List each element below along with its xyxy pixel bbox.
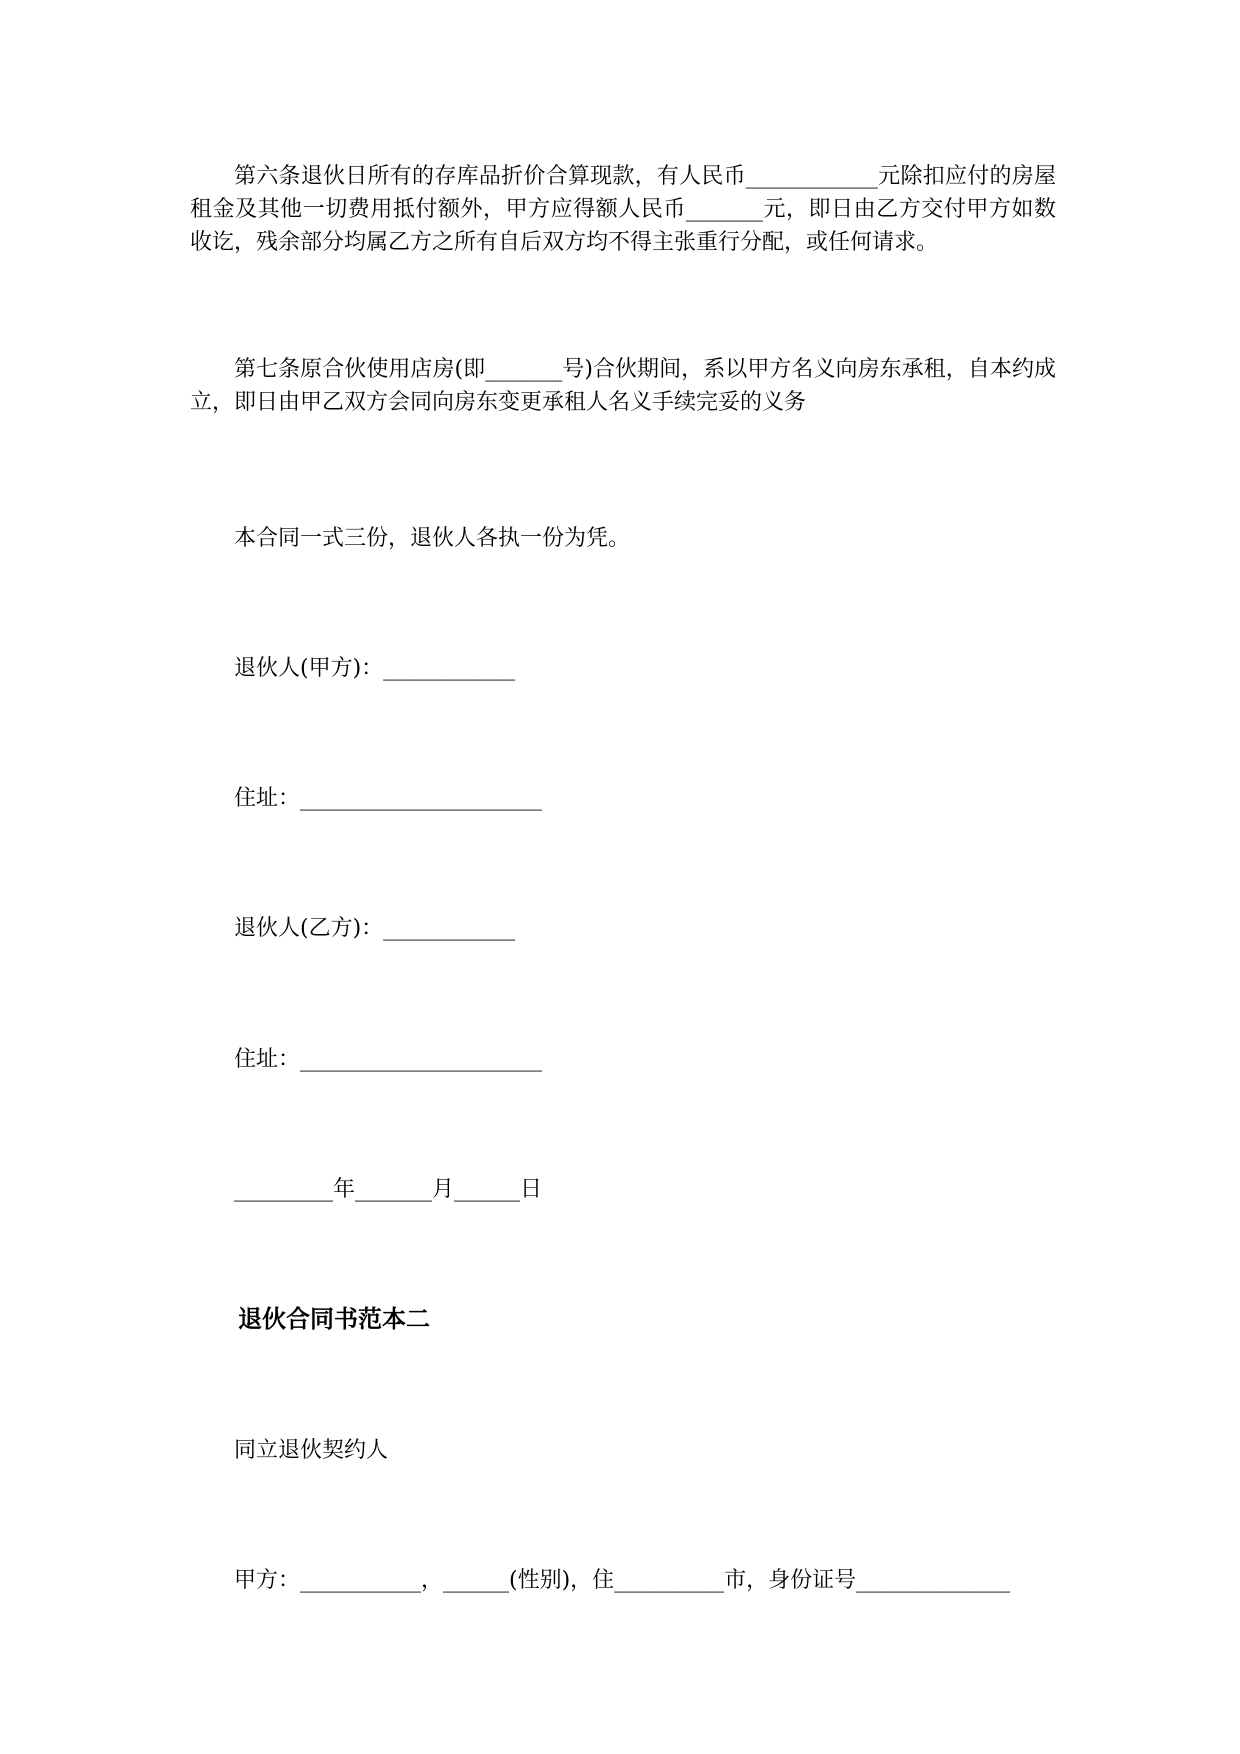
article-7-paragraph: 第七条原合伙使用店房(即_______号)合伙期间，系以甲方名义向房东承租，自本约成立，即日由甲乙双方会同向房东变更承租人名义手续完妥的义务 bbox=[190, 357, 1056, 415]
section-2-party-a-line: 甲方：___________，______(性别)，住__________市，身份证号______________ bbox=[234, 1568, 1011, 1593]
party-b-signature-line: 退伙人(乙方)：____________ bbox=[234, 916, 516, 941]
date-line: _________年_______月______日 bbox=[234, 1177, 543, 1202]
party-a-signature-line: 退伙人(甲方)：____________ bbox=[234, 656, 516, 681]
section-2-intro: 同立退伙契约人 bbox=[234, 1438, 389, 1463]
article-6-paragraph: 第六条退伙日所有的存库品折价合算现款，有人民币____________元除扣应付的房屋租金及其他一切费用抵付额外，甲方应得额人民币_______元，即日由乙方交付甲方如数收讫，残余部分均属乙方之所有自后双方均不得主张重行分配，或任何请求。 bbox=[190, 164, 1056, 255]
copies-clause: 本合同一式三份，退伙人各执一份为凭。 bbox=[234, 526, 631, 551]
party-a-address-line: 住址：______________________ bbox=[234, 786, 543, 811]
section-2-title: 退伙合同书范本二 bbox=[238, 1305, 430, 1333]
party-b-address-line: 住址：______________________ bbox=[234, 1047, 543, 1072]
